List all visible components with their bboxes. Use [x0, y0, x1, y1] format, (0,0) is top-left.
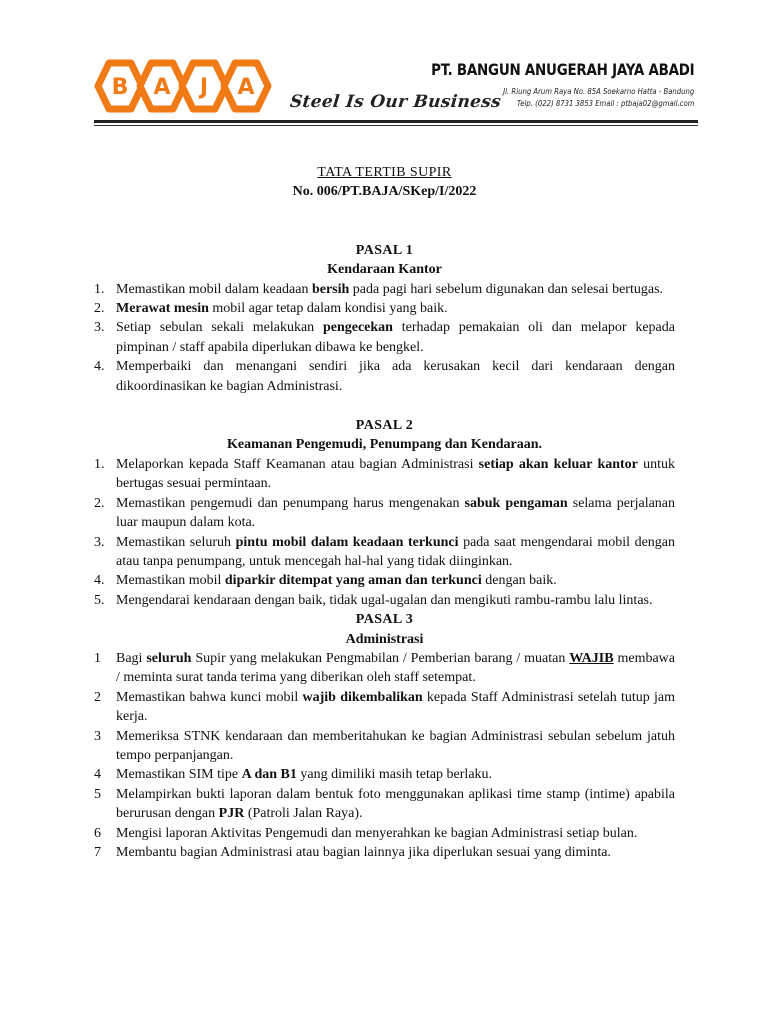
rule-text: untuk bertugas sesuai permintaan. [116, 456, 675, 492]
rule-number: 3. [94, 534, 105, 550]
rule-number: 2. [94, 495, 105, 511]
rule-emphasis: pintu mobil dalam keadaan terkunci [235, 534, 459, 550]
rule-list [94, 455, 675, 610]
company-contact: Telp. (022) 8731 3853 Email : ptbaja02@gmail.com [516, 99, 694, 108]
baja-logo [94, 56, 284, 116]
rule-text: Memeriksa STNK kendaraan dan memberitahukan ke bagian Administrasi sebulan sebelum jatuh tempo perpanjangan. [116, 728, 675, 763]
rule-emphasis: seluruh [146, 650, 192, 666]
rule-text: terhadap pemakaian oli dan melapor kepada pimpinan / staff apabila diperlukan dibawa ke bengkel. [116, 320, 675, 355]
rule-item [94, 533, 675, 572]
rule-emphasis: Merawat mesin [116, 301, 209, 317]
rule-emphasis: diparkir ditempat yang aman dan terkunci [224, 573, 482, 589]
rule-number: 4 [94, 767, 101, 783]
rule-number: 1. [94, 456, 105, 472]
rule-text: Melaporkan kepada Staff Keamanan atau bagian Administrasi [116, 456, 479, 472]
rule-item [94, 824, 675, 843]
rule-number: 5. [94, 592, 105, 608]
rule-emphasis: WAJIB [569, 650, 614, 666]
logo-letter: A [153, 75, 171, 100]
rule-text: pada saat mengendarai mobil dengan atau tanpa penumpang, untuk mencegah hal-hal yang tidak diinginkan. [116, 534, 676, 569]
sections [94, 241, 675, 863]
rule-item [94, 494, 675, 533]
letterhead-divider-thin [94, 125, 698, 126]
rule-number: 5 [94, 786, 101, 802]
rule-text: pada pagi hari sebelum digunakan dan selesai bertugas. [349, 281, 664, 297]
section-heading: PASAL 2 [355, 418, 414, 434]
rule-emphasis: setiap akan keluar kantor [478, 456, 638, 472]
rule-number: 3. [94, 320, 105, 336]
rule-number: 2 [94, 689, 101, 705]
rule-text: Memperbaiki dan menangani sendiri jika ada kerusakan kecil dari kendaraan dengan dikoordinasikan ke bagian Administrasi. [116, 359, 675, 394]
document-body [94, 163, 675, 862]
rule-emphasis: bersih [311, 281, 350, 297]
rule-number: 1. [94, 281, 105, 297]
rule-item [94, 357, 675, 396]
section-subtitle: Kendaraan Kantor [327, 262, 442, 278]
letterhead [94, 56, 698, 131]
rule-item [94, 280, 675, 299]
rule-item [94, 727, 675, 766]
section-subtitle: Keamanan Pengemudi, Penumpang dan Kendaraan. [226, 437, 543, 453]
section-heading: PASAL 1 [355, 242, 414, 258]
rule-text: membawa / meminta surat tanda terima yang diberikan oleh staff setempat. [116, 650, 676, 686]
rule-number: 3 [94, 728, 101, 744]
rule-text: (Patroli Jalan Raya). [244, 806, 363, 822]
logo-letter: J [199, 75, 209, 100]
rule-emphasis: sabuk pengaman [464, 495, 568, 511]
rule-emphasis: PJR [218, 806, 245, 822]
rule-number: 6 [94, 825, 101, 841]
document-title: TATA TERTIB SUPIR [317, 165, 452, 180]
rule-text: selama perjalanan luar maupun dalam kota. [116, 495, 676, 531]
company-address: Jl. Riung Arum Raya No. 85A Soekarno Hatta - Bandung [502, 87, 694, 96]
rule-text: Bagi [116, 650, 147, 666]
rule-text: Setiap sebulan sekali melakukan [116, 320, 323, 336]
rule-text: Membantu bagian Administrasi atau bagian lainnya jika diperlukan sesuai yang diminta. [116, 845, 611, 860]
logo-letter: A [237, 75, 255, 100]
section-subtitle: Administrasi [345, 631, 424, 647]
rule-text: kepada Staff Administrasi setelah tutup jam kerja. [116, 689, 675, 725]
logo-letter: B [111, 75, 129, 100]
rule-text: Mengisi laporan Aktivitas Pengemudi dan menyerahkan ke bagian Administrasi setiap bulan. [116, 825, 638, 841]
rule-number: 7 [94, 845, 101, 860]
rule-number: 1 [94, 650, 101, 666]
letterhead-divider [94, 120, 698, 123]
rule-item [94, 688, 675, 727]
rule-text: Memastikan bahwa kunci mobil [116, 689, 303, 705]
rule-text: yang dimiliki masih tetap berlaku. [296, 767, 493, 783]
rule-emphasis: pengecekan [322, 320, 393, 336]
rule-item [94, 455, 675, 494]
rule-number: 2. [94, 301, 105, 317]
rule-list [94, 649, 675, 862]
rule-text: Memastikan seluruh [116, 534, 236, 550]
rule-text: Memastikan pengemudi dan penumpang harus mengenakan [116, 495, 465, 511]
rule-number: 4. [94, 359, 105, 375]
section-heading: PASAL 3 [355, 612, 414, 628]
rule-text: Melampirkan bukti laporan dalam bentuk foto menggunakan aplikasi time stamp (intime) apabila berurusan dengan [116, 786, 675, 822]
rule-item [94, 843, 675, 862]
rule-text: Memastikan mobil [116, 573, 225, 589]
rule-item [94, 299, 675, 318]
rule-text: dengan baik. [481, 573, 557, 589]
rule-item [94, 785, 675, 824]
rule-list [94, 280, 675, 396]
rule-item [94, 765, 675, 784]
rule-text: Memastikan mobil dalam keadaan [116, 281, 312, 297]
rule-number: 4. [94, 573, 105, 589]
rule-text: Mengendarai kendaraan dengan baik, tidak ugal-ugalan dan mengikuti rambu-rambu lalu lintas. [116, 592, 653, 608]
rule-emphasis: A dan B1 [241, 767, 297, 783]
rule-item [94, 571, 675, 590]
rule-item [94, 318, 675, 357]
company-name: PT. BANGUN ANUGERAH JAYA ABADI [430, 60, 694, 79]
rule-text: Supir yang melakukan Pengmabilan / Pemberian barang / muatan [191, 650, 570, 666]
rule-item [94, 649, 675, 688]
company-slogan: Steel Is Our Business [288, 92, 503, 112]
rule-text: mobil agar tetap dalam kondisi yang baik. [208, 301, 448, 317]
document-number: No. 006/PT.BAJA/SKep/I/2022 [292, 184, 477, 200]
rule-text: Memastikan SIM tipe [116, 767, 242, 783]
rule-item [94, 591, 675, 610]
rule-emphasis: wajib dikembalikan [302, 689, 423, 705]
